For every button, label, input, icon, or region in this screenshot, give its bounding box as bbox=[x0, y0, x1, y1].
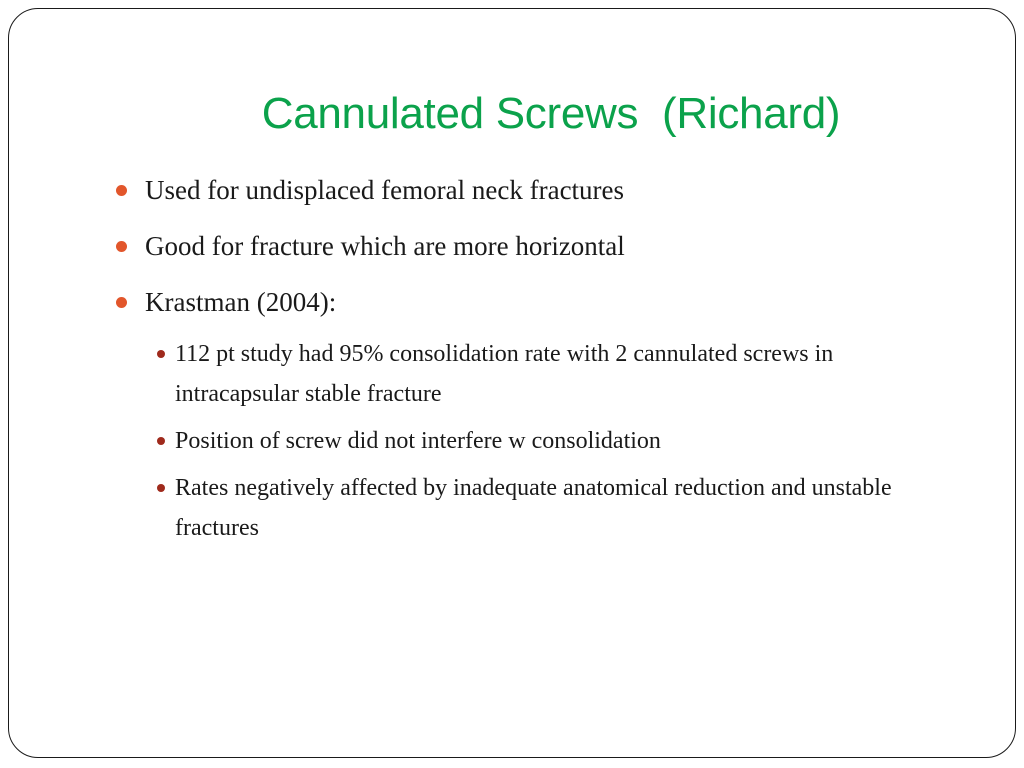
sub-bullet-text: Rates negatively affected by inadequate anatomical reduction and unstable fractures bbox=[175, 475, 892, 541]
sub-bullet-dot-icon bbox=[157, 484, 165, 492]
sub-bullet-text: Position of screw did not interfere w consolidation bbox=[175, 428, 661, 454]
bullet-item bbox=[145, 173, 624, 207]
bullet-text: Krastman (2004): bbox=[145, 287, 337, 317]
bullet-dot-icon bbox=[116, 185, 127, 196]
slide-title: Cannulated Screws (Richard) bbox=[261, 89, 841, 138]
sub-bullet-text: 112 pt study had 95% consolidation rate with 2 cannulated screws in intracapsular stable fracture bbox=[175, 341, 834, 407]
bullet-text: Good for fracture which are more horizontal bbox=[145, 231, 625, 261]
sub-bullet-item bbox=[175, 468, 935, 548]
sub-bullet-item bbox=[175, 334, 935, 414]
bullet-dot-icon bbox=[116, 297, 127, 308]
bullet-text: Used for undisplaced femoral neck fractures bbox=[145, 175, 625, 205]
bullet-item bbox=[145, 229, 625, 263]
bullet-dot-icon bbox=[116, 241, 127, 252]
sub-bullet-item bbox=[175, 421, 935, 461]
sub-bullet-dot-icon bbox=[157, 350, 165, 358]
sub-bullet-dot-icon bbox=[157, 437, 165, 445]
bullet-item bbox=[145, 285, 336, 319]
